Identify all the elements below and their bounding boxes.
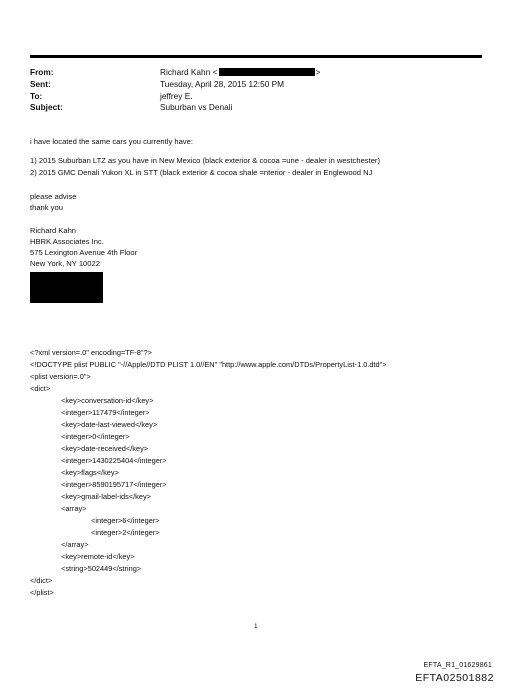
sent-value: Tuesday, April 28, 2015 12:50 PM: [160, 79, 285, 89]
xml-line: <key>flags</key>: [61, 468, 119, 477]
subject-value: Suburban vs Denali: [160, 102, 233, 112]
from-label: From:: [30, 67, 54, 77]
from-suffix: >: [315, 67, 321, 77]
efta-id-large: EFTA02501882: [415, 672, 494, 684]
xml-line: <?xml version=.0" encoding=TF-8"?>: [30, 348, 152, 357]
xml-line: <key>date-last-viewed</key>: [61, 420, 158, 429]
header-subject-row: [30, 101, 482, 113]
body-thanks: thank you: [30, 203, 63, 212]
xml-line: <integer>0</integer>: [61, 432, 130, 441]
header-from-row: [30, 66, 482, 78]
to-label: To:: [30, 91, 43, 101]
header-sent-row: [30, 78, 482, 90]
body-item-1: 1) 2015 Suburban LTZ as you have in New Mexico (black exterior & cocoa =une - dealer in westchester): [30, 156, 380, 165]
subject-label: Subject:: [30, 102, 63, 112]
xml-line: <key>date-received</key>: [61, 444, 149, 453]
xml-line: <integer>6</integer>: [91, 516, 160, 525]
xml-line: <key>remote-id</key>: [61, 552, 135, 561]
sent-label: Sent:: [30, 79, 51, 89]
from-value: [160, 66, 320, 78]
xml-line: <integer>2</integer>: [91, 528, 160, 537]
xml-line: <string>502449</string>: [61, 564, 142, 573]
signature-company: HBRK Associates Inc.: [30, 237, 104, 246]
signature-name: Richard Kahn: [30, 226, 77, 235]
xml-line: <!DOCTYPE plist PUBLIC "-//Apple//DTD PLIST 1.0//EN" "http://www.apple.com/DTDs/PropertyList-1.0.dtd">: [30, 360, 387, 369]
signature-address-1: 575 Lexington Avenue 4th Floor: [30, 248, 138, 257]
xml-line: </dict>: [30, 576, 53, 585]
body-intro: i have located the same cars you currently have:: [30, 137, 193, 146]
xml-line: <array>: [61, 504, 87, 513]
xml-line: <integer>117479</integer>: [61, 408, 150, 417]
xml-line: <integer>1430225404</integer>: [61, 456, 167, 465]
to-value: jeffrey E.: [160, 91, 193, 101]
redaction-block: [30, 272, 103, 303]
efta-id-small: EFTA_R1_01629861: [423, 662, 492, 669]
xml-line: <dict>: [30, 384, 51, 393]
xml-line: <key>gmail-label-ids</key>: [61, 492, 151, 501]
xml-line: </plist>: [30, 588, 54, 597]
signature-address-2: New York, NY 10022: [30, 259, 100, 268]
header-rule: [30, 55, 482, 58]
redaction-email: [219, 68, 315, 76]
body-item-2: 2) 2015 GMC Denali Yukon XL in STT (black exterior & cocoa shale =nterior - dealer in Englewood NJ: [30, 168, 373, 177]
from-name: Richard Kahn <: [160, 67, 218, 77]
page-number: 1: [254, 623, 258, 630]
xml-line: <integer>8590195717</integer>: [61, 480, 167, 489]
xml-line: <key>conversation-id</key>: [61, 396, 154, 405]
body-advise: please advise: [30, 192, 77, 201]
xml-line: <plist version=.0">: [30, 372, 91, 381]
xml-line: </array>: [61, 540, 89, 549]
